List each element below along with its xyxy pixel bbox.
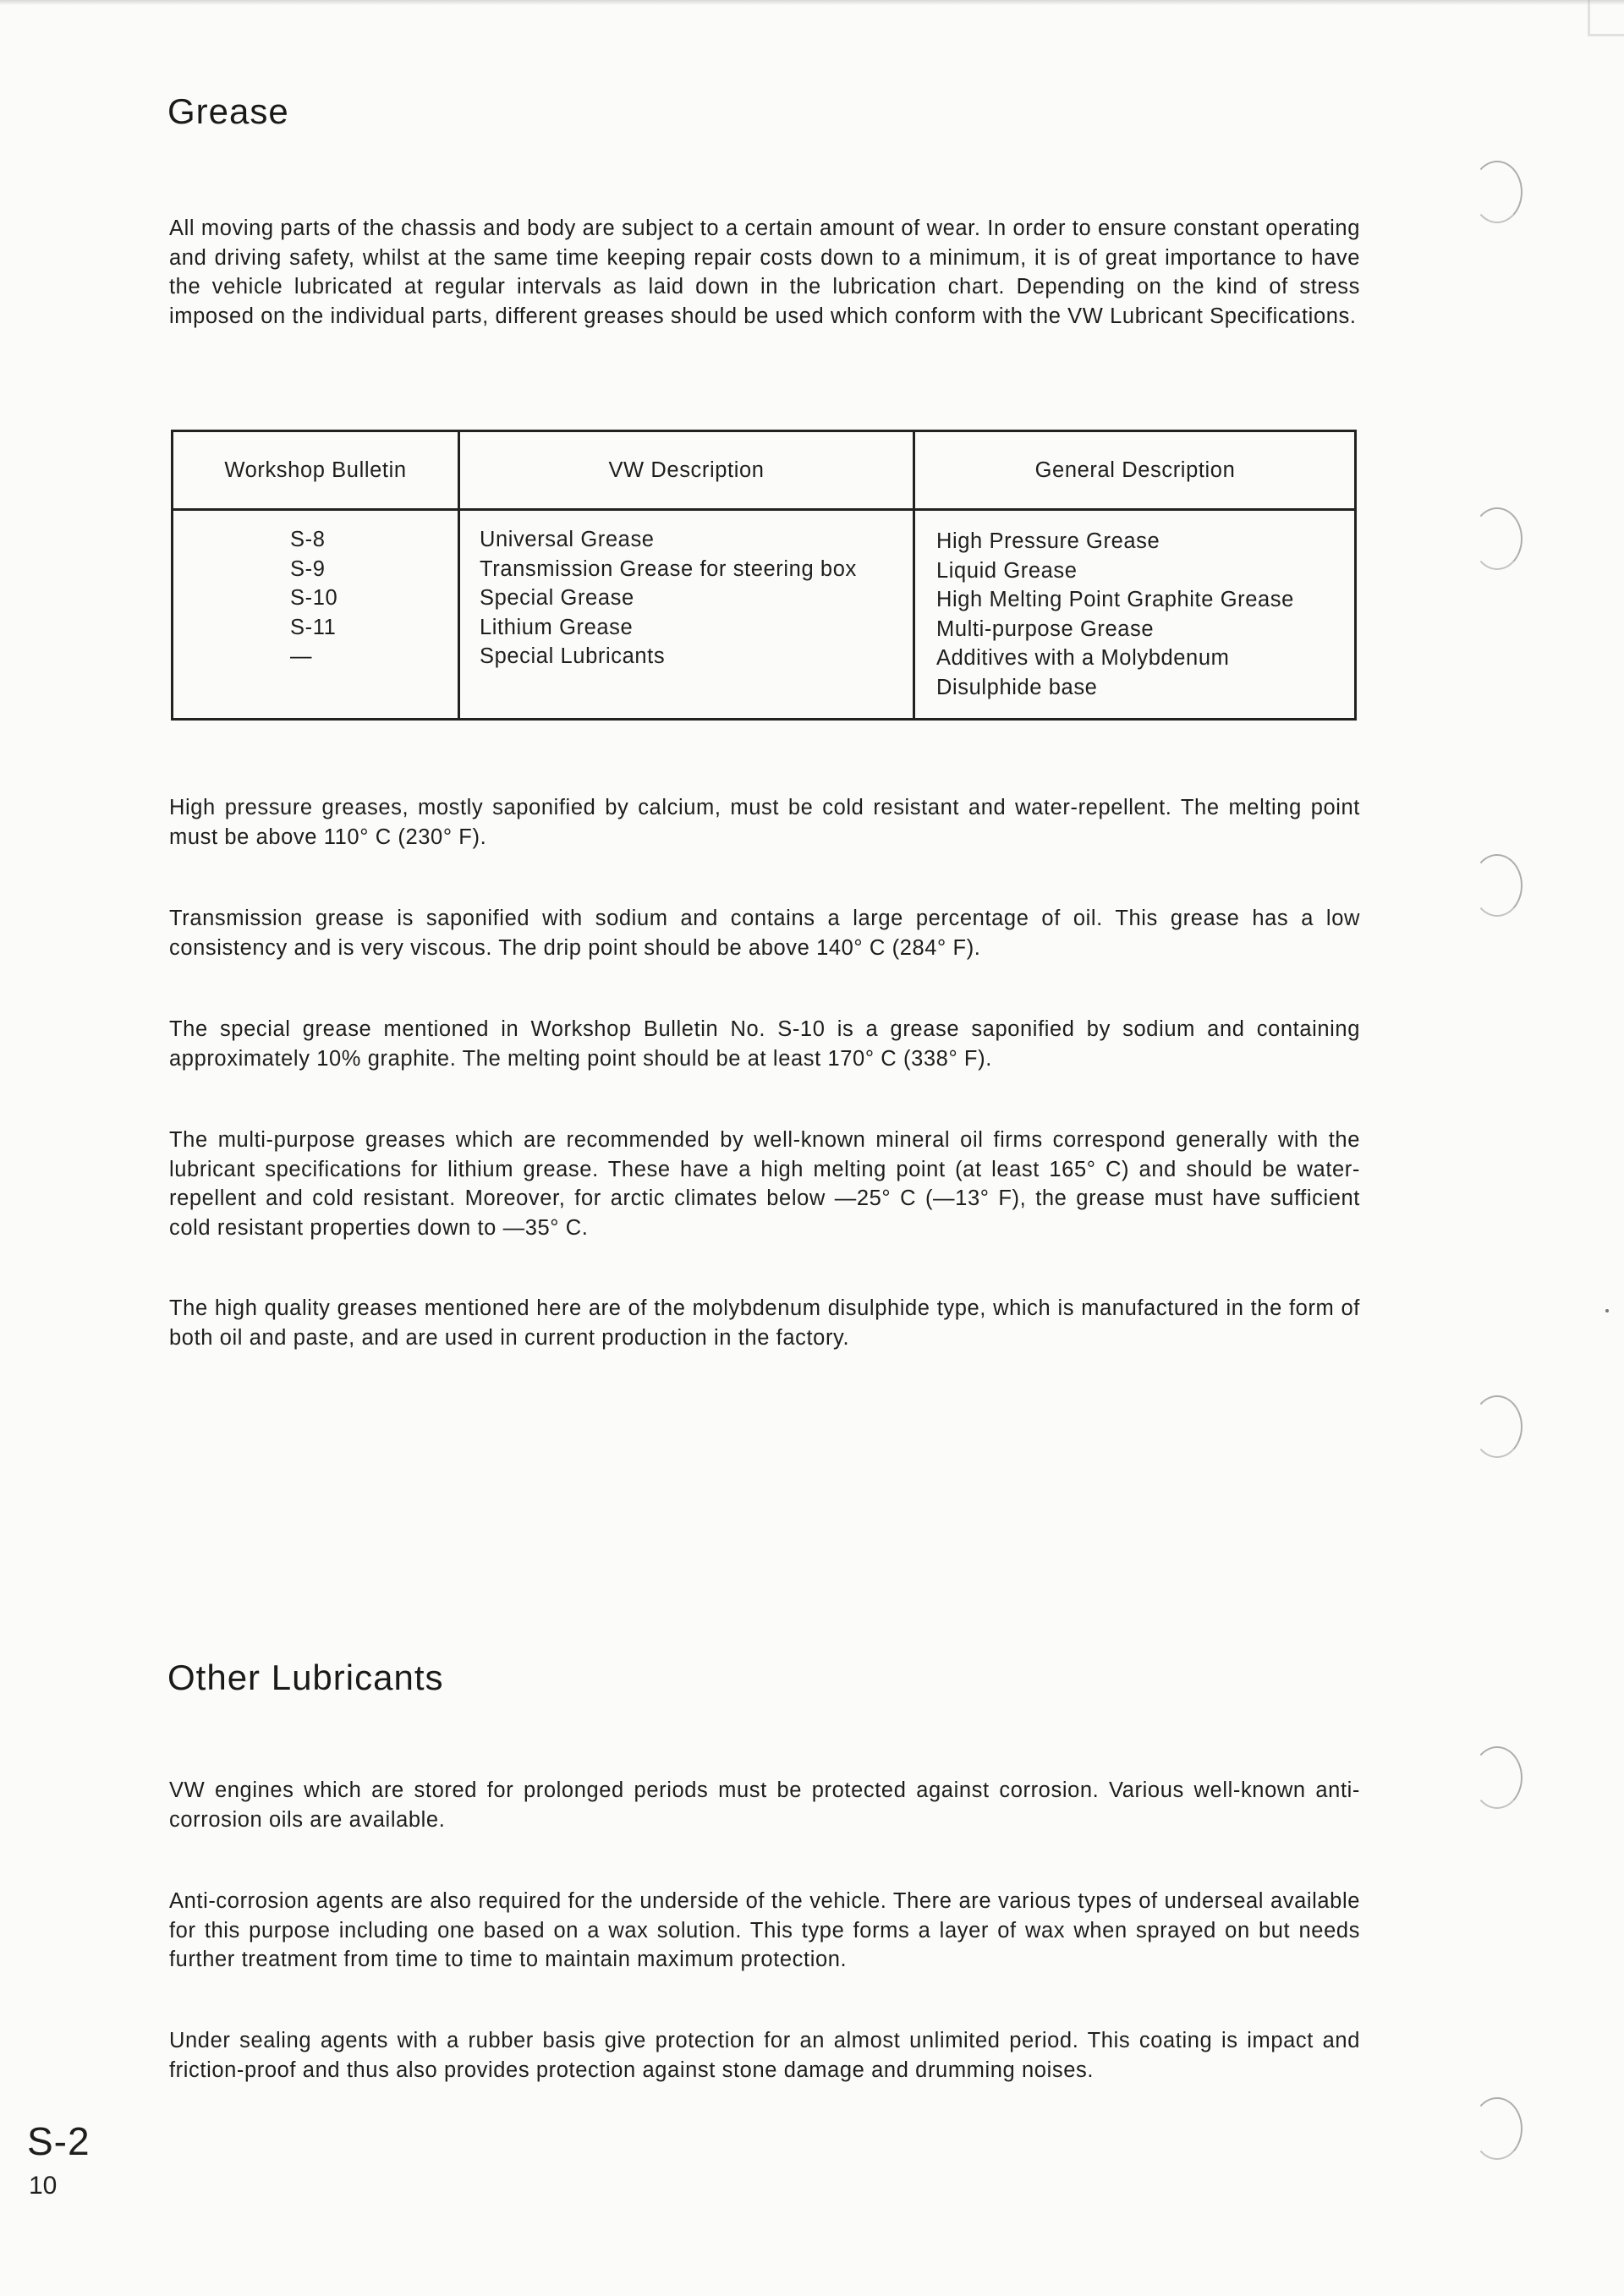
section-code: S-2 <box>27 2119 91 2163</box>
paragraph-special-grease: The special grease mentioned in Workshop Bulletin No. S-10 is a grease saponified by sodium and containing approximately 10% graphite. The melting point should be at least 170° C (338° F). <box>169 1017 1360 1071</box>
table-cell-general-description: Liquid Grease <box>936 558 1078 583</box>
table-cell-bulletin: S-11 <box>290 615 337 639</box>
page-corner <box>1588 0 1624 36</box>
table-cell-bulletin: S-8 <box>290 528 326 551</box>
table-cell-general-description: Additives with a Molybdenum <box>936 646 1230 670</box>
table-header-workshop-bulletin: Workshop Bulletin <box>224 458 407 482</box>
paragraph-molybdenum-grease: The high quality greases mentioned here are of the molybdenum disulphide type, which is manufactured in the form of both oil and paste, and are used in current production in the factory. <box>169 1296 1360 1350</box>
table-cell-general-description: High Melting Point Graphite Grease <box>936 588 1294 611</box>
paragraph-high-pressure-grease: High pressure greases, mostly saponified by calcium, must be cold resistant and water-repellent. The melting point must be above 110° C (230° F). <box>169 796 1360 849</box>
grease-intro-paragraph: All moving parts of the chassis and body are subject to a certain amount of wear. In order to ensure constant operating and driving safety, whilst at the same time keeping repair costs down to a minimum, it is of great importance to have the vehicle lubricated at regular intervals as laid down in the lubrication chart. Depending on the kind of stress imposed on the individual parts, different greases should be used which conform with the VW Lubricant Specifications. <box>169 216 1360 328</box>
bulletin-column <box>290 525 337 671</box>
table-cell-vw-description: Special Grease <box>480 586 634 610</box>
punch-hole <box>1472 1395 1522 1458</box>
paragraph-underseal: Anti-corrosion agents are also required for the underside of the vehicle. There are various types of underseal available for this purpose including one based on a wax solution. This type forms a layer of wax when sprayed on but needs further treatment from time to time to maintain maximum protection. <box>169 1889 1360 1971</box>
table-header-rule <box>173 508 1354 511</box>
table-cell-general-description: High Pressure Grease <box>936 529 1160 553</box>
page-top-edge <box>0 0 1624 5</box>
other-lubricants-heading: Other Lubricants <box>167 1658 444 1697</box>
table-cell-vw-description: Special Lubricants <box>480 644 666 668</box>
punch-hole <box>1472 854 1522 917</box>
grease-heading: Grease <box>167 91 289 131</box>
table-cell-vw-description: Transmission Grease for steering box <box>480 556 857 581</box>
table-cell-vw-description: Universal Grease <box>480 528 655 551</box>
table-cell-bulletin: S-10 <box>290 586 338 610</box>
table-header-general-description: General Description <box>1034 458 1236 482</box>
punch-hole <box>1472 1746 1522 1809</box>
table-cell-general-description: Multi-purpose Grease <box>936 616 1155 641</box>
grease-table <box>171 430 1357 721</box>
scan-speck <box>1605 1309 1609 1312</box>
paragraph-rubber-sealing: Under sealing agents with a rubber basis give protection for an almost unlimited period. This coating is impact and friction-proof and thus also provides protection against stone damage and drumming noises. <box>169 2029 1360 2082</box>
table-cell-vw-description: Lithium Grease <box>480 615 634 639</box>
table-cell-bulletin: — <box>290 644 313 668</box>
table-cell-general-description: Disulphide base <box>936 675 1098 699</box>
page-number: 10 <box>29 2172 58 2200</box>
table-cell-bulletin: S-9 <box>290 556 326 581</box>
punch-hole <box>1472 161 1522 223</box>
punch-hole <box>1472 2097 1522 2160</box>
paragraph-transmission-grease: Transmission grease is saponified with sodium and contains a large percentage of oil. This grease has a low consistency and is very viscous. The drip point should be above 140° C (284° F). <box>169 907 1360 960</box>
general-description-column <box>936 527 1294 702</box>
punch-hole <box>1472 507 1522 570</box>
vw-description-column <box>480 525 857 671</box>
paragraph-engine-storage: VW engines which are stored for prolonged periods must be protected against corrosion. Various well-known anti-corrosion oils are available. <box>169 1778 1360 1832</box>
paragraph-multi-purpose-grease: The multi-purpose greases which are recommended by well-known mineral oil firms correspond generally with the lubricant specifications for lithium grease. These have a high melting point (at least 165° C) and should be water-repellent and cold resistant. Moreover, for arctic climates below —25° C (—13° F), the grease must have sufficient cold resistant properties down to —35° C. <box>169 1128 1360 1240</box>
table-header-vw-description: VW Description <box>608 458 765 482</box>
